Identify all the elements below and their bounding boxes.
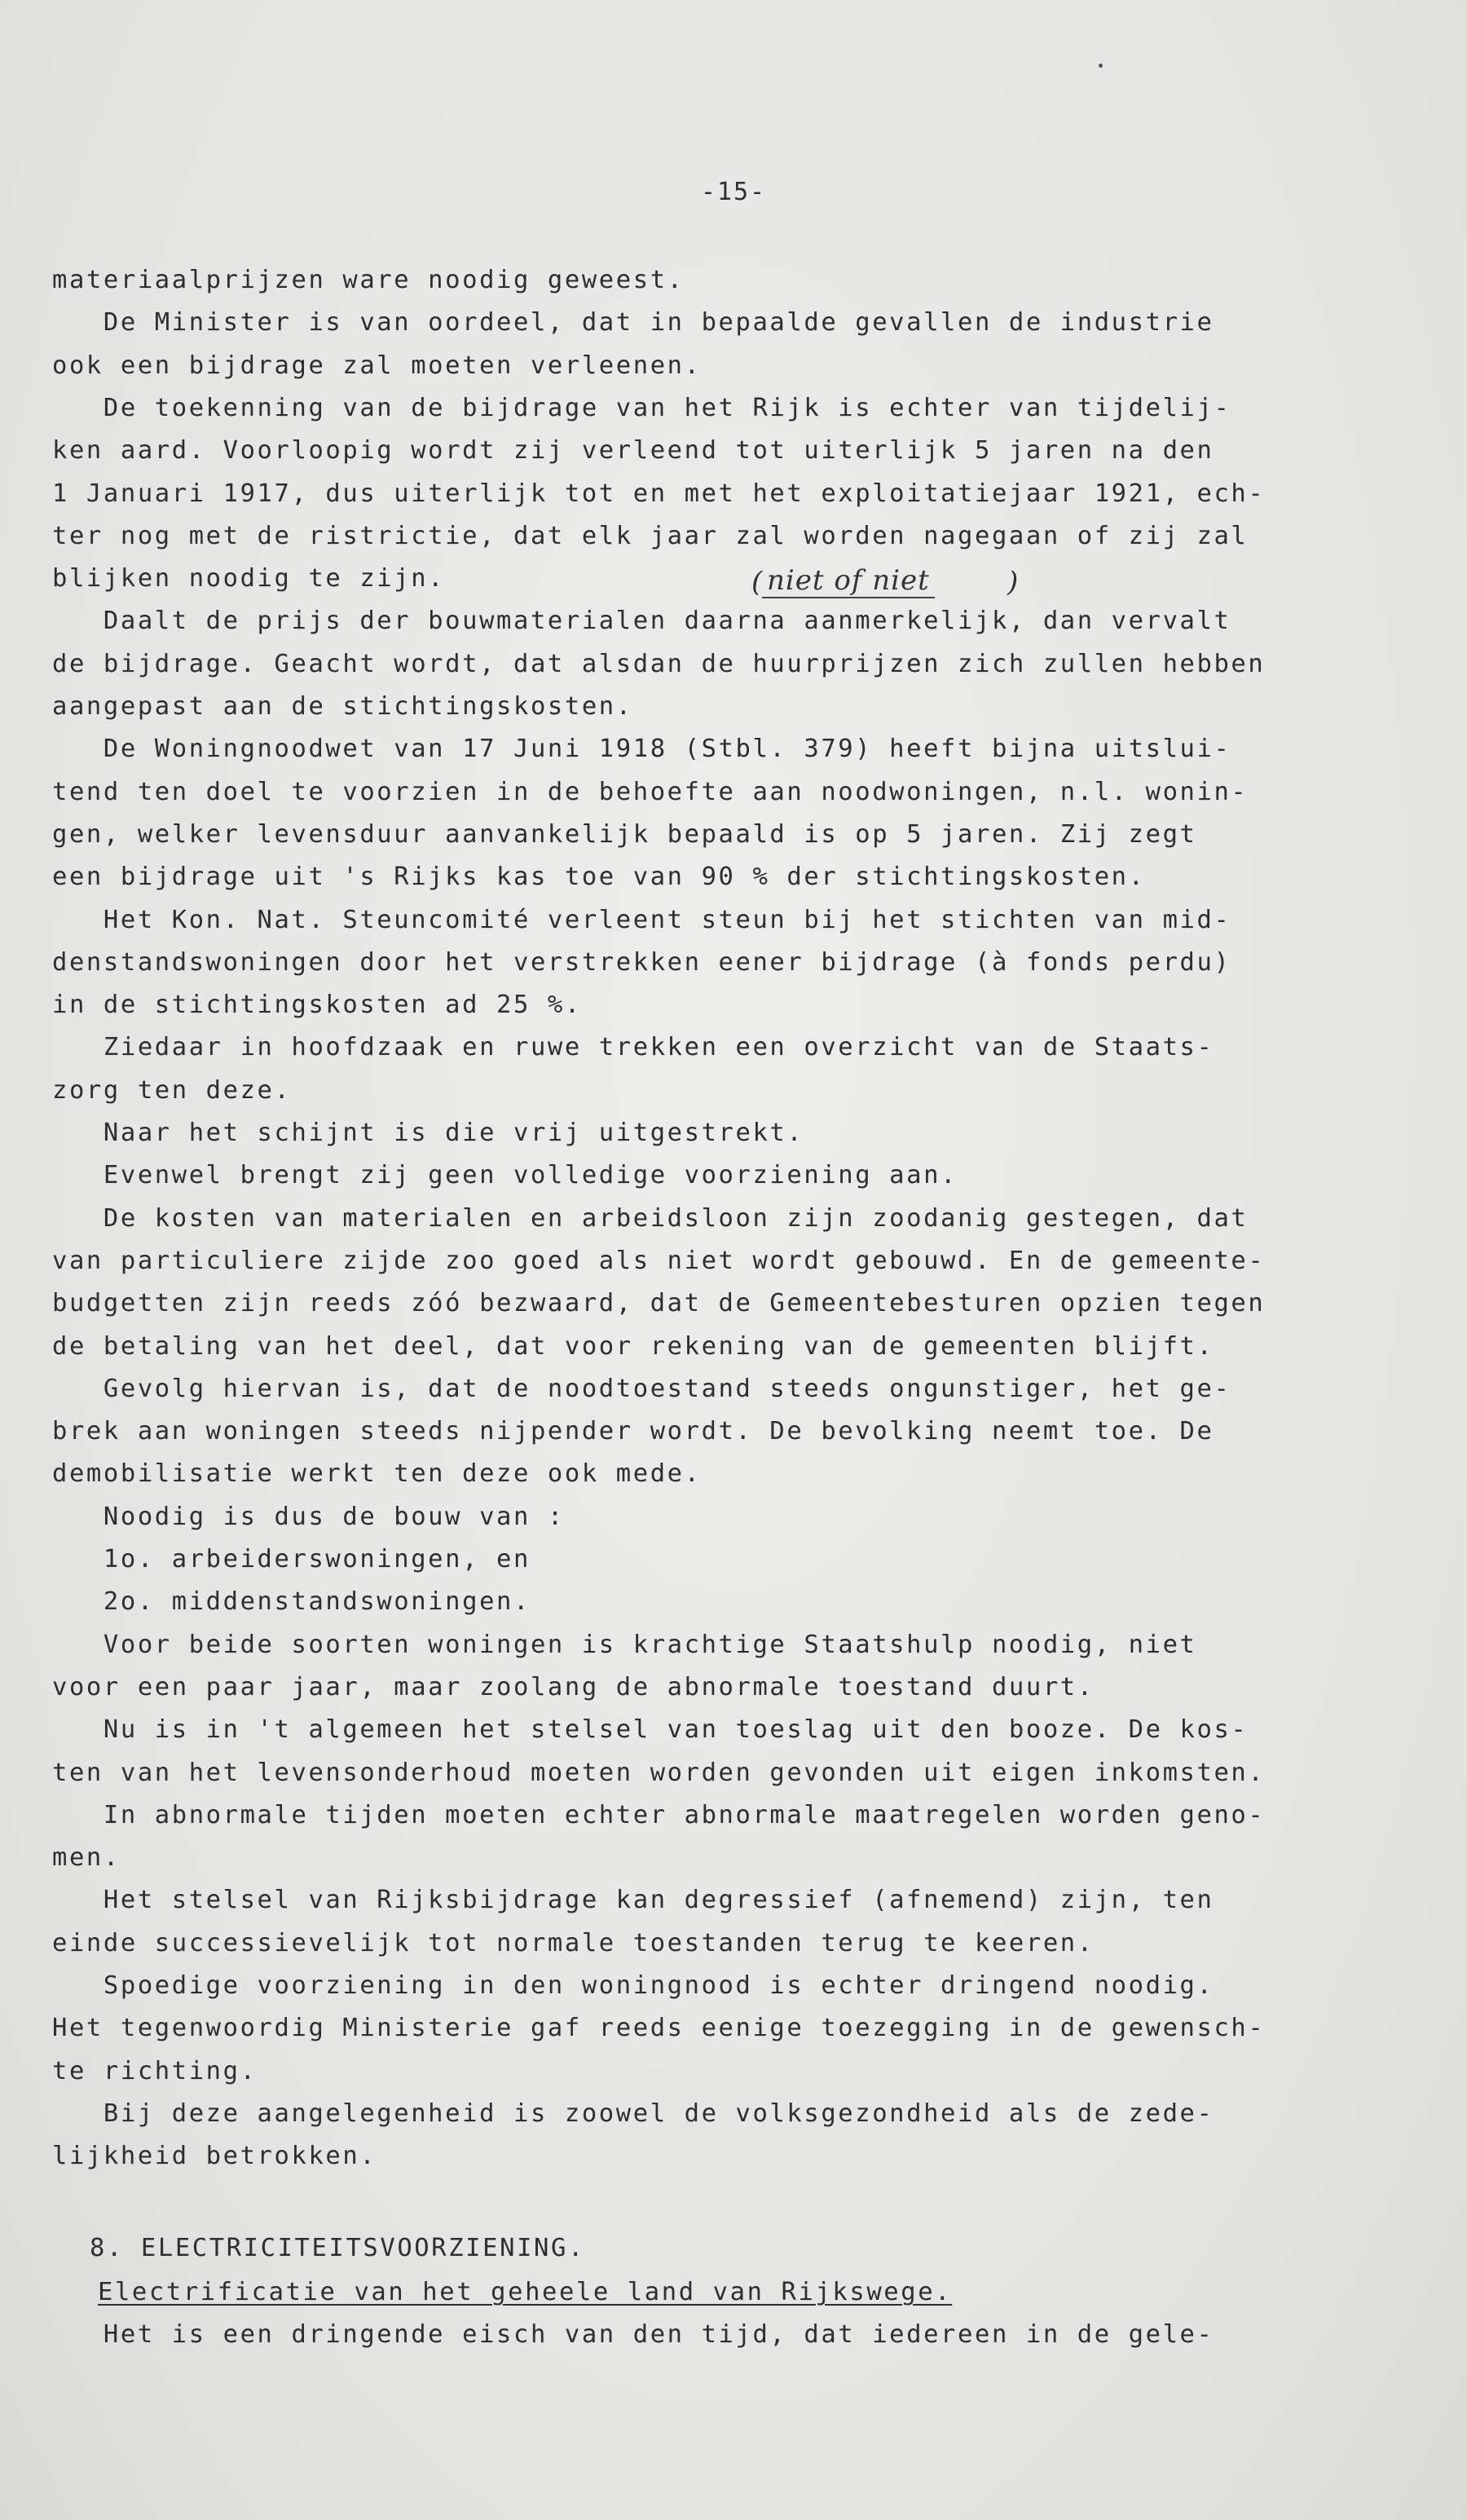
body-line: budgetten zijn reeds zóó bezwaard, dat de Gemeentebesturen opzien tegen [52,1289,1266,1318]
body-line: Gevolg hiervan is, dat de noodtoestand steeds ongunstiger, het ge- [52,1374,1231,1403]
body-line: Daalt de prijs der bouwmaterialen daarna aanmerkelijk, dan vervalt [52,607,1231,636]
body-line-last: Het is een dringende eisch van den tijd, dat iedereen in de gele- [52,2320,1214,2349]
body-line: te richting. [52,2056,258,2085]
body-line: tend ten doel te voorzien in de behoefte aan noodwoningen, n.l. wonin- [52,777,1249,806]
body-line: de betaling van het deel, dat voor rekening van de gemeenten blijft. [52,1331,1214,1361]
handwritten-paren-right: ) [1007,566,1019,598]
body-line: voor een paar jaar, maar zoolang de abnormale toestand duurt. [52,1672,1095,1701]
body-line: Bij deze aangelegenheid is zoowel de volksgezondheid als de zede- [52,2099,1214,2128]
body-line: Evenwel brengt zij geen volledige voorziening aan. [52,1161,958,1190]
body-line: De Woningnoodwet van 17 Juni 1918 (Stbl. 379) heeft bijna uitslui- [52,735,1231,764]
body-line: Nu is in 't algemeen het stelsel van toeslag uit den booze. De kos- [52,1715,1249,1745]
body-line: lijkheid betrokken. [52,2142,377,2171]
body-line: Voor beide soorten woningen is krachtige Staatshulp noodig, niet [52,1630,1197,1659]
section-subheading: Electrificatie van het geheele land van Rijkswege. [98,2278,953,2306]
body-line: een bijdrage uit 's Rijks kas toe van 90 % der stichtingskosten. [52,863,1146,892]
body-line: Noodig is dus de bouw van : [52,1502,565,1531]
body-line: materiaalprijzen ware noodig geweest. [52,266,685,294]
body-line: denstandswoningen door het verstrekken eener bijdrage (à fonds perdu) [52,947,1231,977]
body-line: men. [52,1843,121,1873]
handwritten-paren-left: ( [751,566,763,598]
body-line: gen, welker levensduur aanvankelijk bepaald is op 5 jaren. Zij zegt [52,819,1197,849]
body-line: Het stelsel van Rijksbijdrage kan degressief (afnemend) zijn, ten [52,1886,1214,1915]
body-line: blijken noodig te zijn. [52,564,446,594]
body-line: aangepast aan de stichtingskosten. [52,692,633,721]
body-line: 1 Januari 1917, dus uiterlijk tot en met het exploitatiejaar 1921, ech- [52,479,1266,508]
body-line: De toekenning van de bijdrage van het Rijk is echter van tijdelij- [52,393,1231,422]
body-line: van particuliere zijde zoo goed als niet wordt gebouwd. En de gemeente- [52,1246,1266,1275]
body-line: De kosten van materialen en arbeidsloon zijn zoodanig gestegen, dat [52,1203,1249,1233]
body-line: Het tegenwoordig Ministerie gaf reeds eenige toezegging in de gewensch- [52,2014,1266,2043]
body-line: In abnormale tijden moeten echter abnormale maatregelen worden geno- [52,1800,1266,1829]
page-number: -15- [700,178,767,206]
body-line: ter nog met de ristrictie, dat elk jaar zal worden nagegaan of zij zal [52,521,1249,550]
body-line: Het Kon. Nat. Steuncomité verleent steun bij het stichten van mid- [52,905,1231,934]
body-line: Naar het schijnt is die vrij uitgestrekt. [52,1119,804,1147]
handwritten-annotation: niet of niet [762,564,935,598]
body-line: Ziedaar in hoofdzaak en ruwe trekken een overzicht van de Staats- [52,1033,1214,1062]
body-line: in de stichtingskosten ad 25 %. [52,991,582,1020]
section-heading: 8. ELECTRICITEITSVOORZIENING. [90,2234,585,2262]
body-line: ten van het levensonderhoud moeten worden gevonden uit eigen inkomsten. [52,1758,1266,1787]
body-line: brek aan woningen steeds nijpender wordt. De bevolking neemt toe. De [52,1417,1214,1446]
body-line: ken aard. Voorloopig wordt zij verleend tot uiterlijk 5 jaren na den [52,436,1214,466]
speck-mark [1099,64,1103,68]
body-line: de bijdrage. Geacht wordt, dat alsdan de huurprijzen zich zullen hebben [52,649,1266,678]
body-line: ook een bijdrage zal moeten verleenen. [52,351,702,380]
body-line: De Minister is van oordeel, dat in bepaalde gevallen de industrie [52,308,1214,338]
body-line: einde successievelijk tot normale toestanden terug te keeren. [52,1928,1095,1957]
body-line: zorg ten deze. [52,1075,292,1105]
body-line: 2o. middenstandswoningen. [52,1587,531,1617]
body-line: demobilisatie werkt ten deze ook mede. [52,1459,702,1489]
body-line: Spoedige voorziening in den woningnood is echter dringend noodig. [52,1971,1214,2000]
body-line: 1o. arbeiderswoningen, en [52,1545,531,1573]
